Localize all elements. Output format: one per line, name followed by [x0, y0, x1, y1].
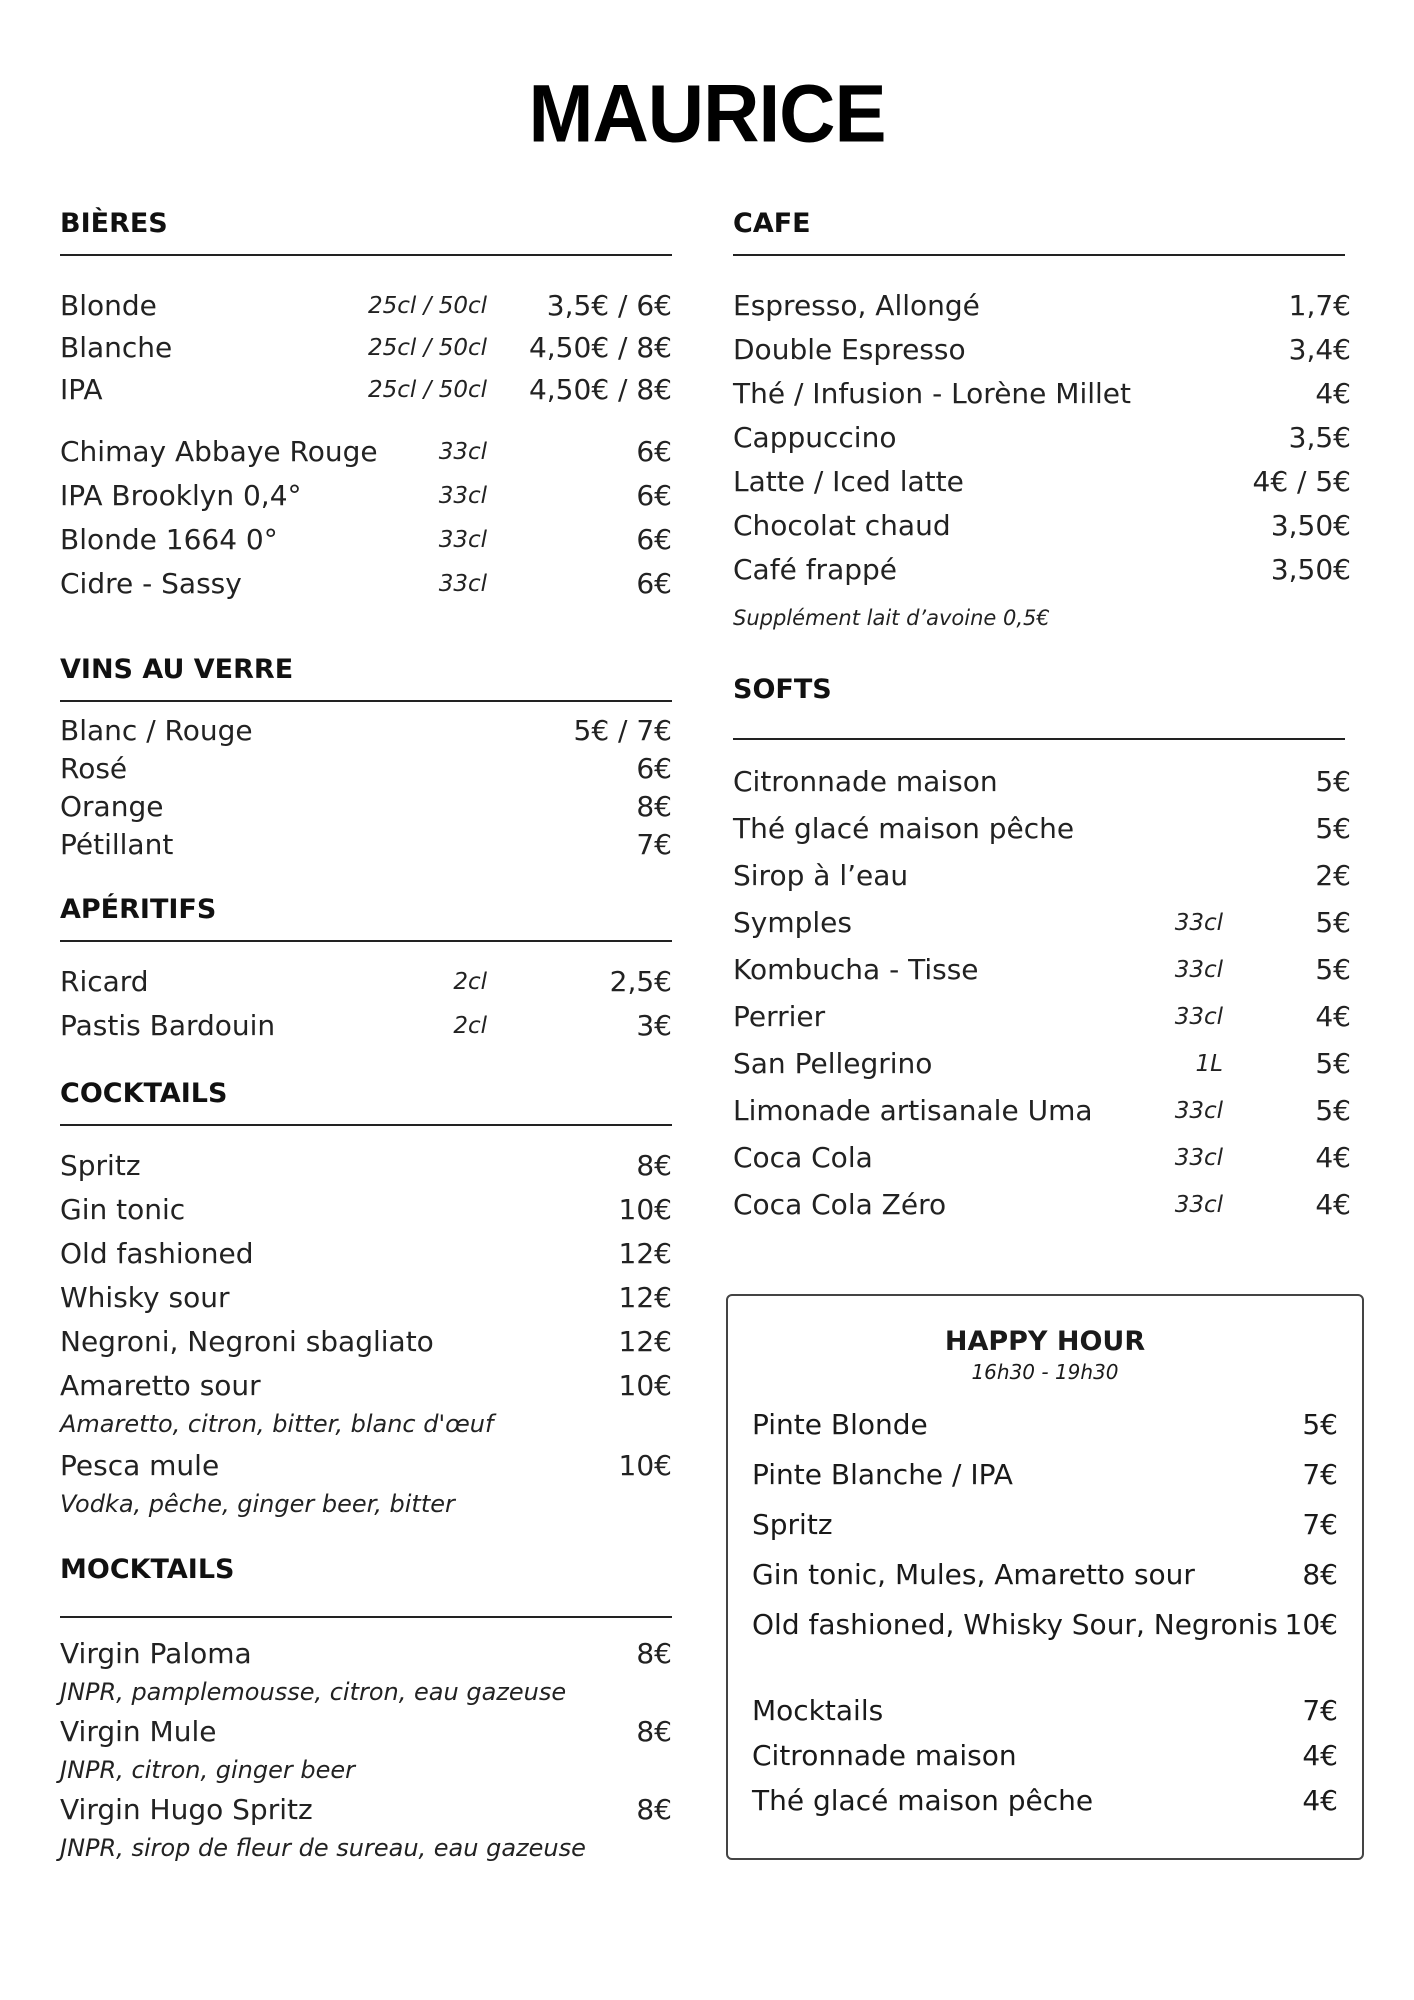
item-name: Symples [733, 906, 852, 939]
menu-item [60, 474, 672, 518]
item-price: 3,4€ [1288, 333, 1351, 366]
item-volume: 33cl [438, 527, 487, 553]
section-title: APÉRITIFS [60, 892, 672, 942]
menu-item [60, 284, 672, 326]
item-name: Amaretto sour [60, 1369, 261, 1402]
item-name: Chimay Abbaye Rouge [60, 435, 378, 468]
item-name: Blanc / Rouge [60, 714, 253, 747]
item-price: 8€ [636, 1637, 672, 1670]
menu-item [733, 548, 1351, 592]
menu-item [752, 1450, 1338, 1500]
item-volume: 33cl [438, 571, 487, 597]
item-name: Virgin Mule [60, 1715, 217, 1748]
item-name: Orange [60, 790, 164, 823]
item-name: Thé / Infusion - Lorène Millet [733, 377, 1132, 410]
item-volume: 2cl [453, 969, 487, 995]
menu-item [60, 368, 672, 410]
cocktails-list [60, 1144, 672, 1520]
menu-item [60, 326, 672, 368]
menu-item [60, 1320, 672, 1364]
item-name: Ricard [60, 965, 149, 998]
item-name: Thé glacé maison pêche [752, 1784, 1094, 1817]
item-name: Pastis Bardouin [60, 1009, 276, 1042]
section-title: MOCKTAILS [60, 1552, 672, 1618]
item-price: 5€ [1315, 1094, 1351, 1127]
item-price: 1,7€ [1288, 289, 1351, 322]
menu-item [752, 1688, 1338, 1733]
item-price: 6€ [636, 752, 672, 785]
item-price: 12€ [618, 1281, 672, 1314]
item-volume: 25cl / 50cl [368, 377, 487, 403]
menu-item [733, 284, 1351, 328]
item-price: 4€ [1315, 377, 1351, 410]
item-price: 10€ [618, 1193, 672, 1226]
item-volume: 33cl [1174, 1145, 1223, 1171]
menu-item [60, 1004, 672, 1048]
item-price: 5€ [1315, 812, 1351, 845]
section-title: CAFE [733, 206, 1345, 256]
item-name: Whisky sour [60, 1281, 230, 1314]
item-name: Coca Cola Zéro [733, 1188, 947, 1221]
menu-item [60, 960, 672, 1004]
item-price: 12€ [618, 1237, 672, 1270]
menu-item [60, 1788, 672, 1832]
menu-item [60, 750, 672, 788]
item-description: Amaretto, citron, bitter, blanc d'œuf [60, 1410, 494, 1438]
item-price: 5€ [1315, 765, 1351, 798]
item-name: Pétillant [60, 828, 174, 861]
item-price: 5€ / 7€ [573, 714, 672, 747]
item-price: 5€ [1315, 953, 1351, 986]
item-volume: 25cl / 50cl [368, 335, 487, 361]
section-title: VINS AU VERRE [60, 652, 672, 702]
menu-item [733, 1042, 1351, 1089]
cafe-note: Supplément lait d’avoine 0,5€ [733, 606, 1050, 630]
section-title: COCKTAILS [60, 1076, 672, 1126]
menu-item [60, 788, 672, 826]
item-volume: 2cl [453, 1013, 487, 1039]
menu-item [752, 1600, 1338, 1650]
item-description: JNPR, sirop de fleur de sureau, eau gazeuse [60, 1834, 586, 1862]
item-description: JNPR, pamplemousse, citron, eau gazeuse [60, 1678, 567, 1706]
item-name: Chocolat chaud [733, 509, 951, 542]
item-price: 7€ [1302, 1458, 1338, 1491]
item-price: 6€ [636, 479, 672, 512]
item-name: Espresso, Allongé [733, 289, 980, 322]
menu-item [60, 518, 672, 562]
menu-item [752, 1400, 1338, 1450]
item-description: Vodka, pêche, ginger beer, bitter [60, 1490, 455, 1518]
item-price: 8€ [636, 1793, 672, 1826]
item-name: Pinte Blonde [752, 1408, 928, 1441]
item-price: 10€ [1284, 1608, 1338, 1641]
section-title: BIÈRES [60, 206, 672, 256]
menu-item [733, 948, 1351, 995]
item-name: Pinte Blanche / IPA [752, 1458, 1013, 1491]
item-price: 8€ [636, 1715, 672, 1748]
item-price: 8€ [1302, 1558, 1338, 1591]
item-price: 7€ [1302, 1694, 1338, 1727]
item-name: IPA [60, 373, 103, 406]
item-price: 3€ [636, 1009, 672, 1042]
item-name: Kombucha - Tisse [733, 953, 979, 986]
item-name: Perrier [733, 1000, 826, 1033]
item-volume: 33cl [438, 483, 487, 509]
item-price: 7€ [1302, 1508, 1338, 1541]
item-price: 6€ [636, 435, 672, 468]
happy-hour-box [726, 1294, 1364, 1860]
item-volume: 33cl [438, 439, 487, 465]
menu-item [733, 1089, 1351, 1136]
item-description: JNPR, citron, ginger beer [60, 1756, 355, 1784]
menu-item [60, 712, 672, 750]
menu-item [60, 1276, 672, 1320]
happy-hour-times: 16h30 - 19h30 [971, 1360, 1119, 1384]
item-name: Café frappé [733, 553, 897, 586]
aperitifs-list [60, 960, 672, 1048]
item-name: IPA Brooklyn 0,4° [60, 479, 302, 512]
item-name: Sirop à l’eau [733, 859, 909, 892]
section-aperitifs [60, 892, 672, 1048]
softs-list [733, 760, 1351, 1230]
menu-item [752, 1733, 1338, 1778]
menu-item [60, 1444, 672, 1488]
item-price: 4€ [1315, 1188, 1351, 1221]
menu-item [60, 430, 672, 474]
item-name: Virgin Paloma [60, 1637, 252, 1670]
menu-item [733, 901, 1351, 948]
item-price: 4€ [1315, 1141, 1351, 1174]
item-name: Blanche [60, 331, 173, 364]
cafe-list [733, 284, 1351, 630]
item-name: Limonade artisanale Uma [733, 1094, 1093, 1127]
happy-hour-list [752, 1400, 1338, 1823]
item-price: 8€ [636, 790, 672, 823]
item-price: 2€ [1315, 859, 1351, 892]
item-name: Cidre - Sassy [60, 567, 242, 600]
menu-item [733, 1136, 1351, 1183]
item-name: Citronnade maison [733, 765, 998, 798]
item-name: Mocktails [752, 1694, 884, 1727]
item-price: 10€ [618, 1449, 672, 1482]
item-price: 4,50€ / 8€ [528, 373, 672, 406]
spacer [752, 1650, 1338, 1688]
section-softs [733, 672, 1351, 1230]
item-name: Blonde [60, 289, 157, 322]
item-name: San Pellegrino [733, 1047, 933, 1080]
item-price: 5€ [1302, 1408, 1338, 1441]
item-volume: 33cl [1174, 1004, 1223, 1030]
menu-item [752, 1778, 1338, 1823]
bieres-bottle-list [60, 430, 672, 606]
item-price: 5€ [1315, 906, 1351, 939]
item-name: Citronnade maison [752, 1739, 1017, 1772]
section-title: SOFTS [733, 672, 1345, 740]
item-volume: 25cl / 50cl [368, 293, 487, 319]
item-name: Negroni, Negroni sbagliato [60, 1325, 434, 1358]
item-name: Old fashioned [60, 1237, 254, 1270]
item-price: 10€ [618, 1369, 672, 1402]
item-name: Old fashioned, Whisky Sour, Negronis [752, 1608, 1278, 1641]
item-price: 4€ [1302, 1739, 1338, 1772]
item-volume: 33cl [1174, 957, 1223, 983]
mocktails-list [60, 1632, 672, 1864]
item-name: Pesca mule [60, 1449, 220, 1482]
menu-item [752, 1550, 1338, 1600]
section-mocktails [60, 1552, 672, 1864]
item-price: 6€ [636, 567, 672, 600]
menu-item [733, 854, 1351, 901]
menu-item [733, 807, 1351, 854]
menu-item [60, 1632, 672, 1676]
item-volume: 1L [1195, 1051, 1223, 1077]
item-name: Rosé [60, 752, 128, 785]
item-name: Spritz [752, 1508, 833, 1541]
menu-item [733, 372, 1351, 416]
menu-title: MAURICE [528, 66, 886, 160]
menu-item [733, 760, 1351, 807]
section-cocktails [60, 1076, 672, 1520]
bieres-draft-list [60, 284, 672, 410]
menu-item [733, 995, 1351, 1042]
menu-item [60, 1144, 672, 1188]
item-price: 3,50€ [1270, 509, 1351, 542]
item-name: Blonde 1664 0° [60, 523, 278, 556]
item-name: Thé glacé maison pêche [733, 812, 1075, 845]
item-price: 4,50€ / 8€ [528, 331, 672, 364]
item-name: Coca Cola [733, 1141, 873, 1174]
menu-item [733, 460, 1351, 504]
vins-list [60, 712, 672, 864]
section-vins [60, 652, 672, 864]
menu-item [60, 1710, 672, 1754]
section-cafe [733, 206, 1351, 630]
item-price: 12€ [618, 1325, 672, 1358]
item-price: 2,5€ [609, 965, 672, 998]
menu-item [60, 826, 672, 864]
menu-item [733, 1183, 1351, 1230]
menu-item [733, 416, 1351, 460]
item-price: 4€ [1315, 1000, 1351, 1033]
item-name: Gin tonic, Mules, Amaretto sour [752, 1558, 1195, 1591]
item-name: Latte / Iced latte [733, 465, 964, 498]
item-price: 5€ [1315, 1047, 1351, 1080]
item-name: Spritz [60, 1149, 141, 1182]
happy-hour-title: HAPPY HOUR [944, 1326, 1146, 1357]
menu-item [60, 1188, 672, 1232]
item-price: 3,5€ / 6€ [546, 289, 672, 322]
item-name: Cappuccino [733, 421, 897, 454]
menu-item [60, 1232, 672, 1276]
menu-item [733, 328, 1351, 372]
item-volume: 33cl [1174, 1098, 1223, 1124]
item-price: 3,5€ [1288, 421, 1351, 454]
menu-item [733, 504, 1351, 548]
item-volume: 33cl [1174, 910, 1223, 936]
item-price: 3,50€ [1270, 553, 1351, 586]
item-price: 6€ [636, 523, 672, 556]
item-name: Virgin Hugo Spritz [60, 1793, 313, 1826]
section-bieres [60, 206, 672, 606]
item-price: 4€ [1302, 1784, 1338, 1817]
item-price: 8€ [636, 1149, 672, 1182]
item-name: Double Espresso [733, 333, 966, 366]
menu-item [60, 1364, 672, 1408]
item-name: Gin tonic [60, 1193, 186, 1226]
menu-item [752, 1500, 1338, 1550]
menu-item [60, 562, 672, 606]
item-volume: 33cl [1174, 1192, 1223, 1218]
item-price: 7€ [636, 828, 672, 861]
item-price: 4€ / 5€ [1252, 465, 1351, 498]
